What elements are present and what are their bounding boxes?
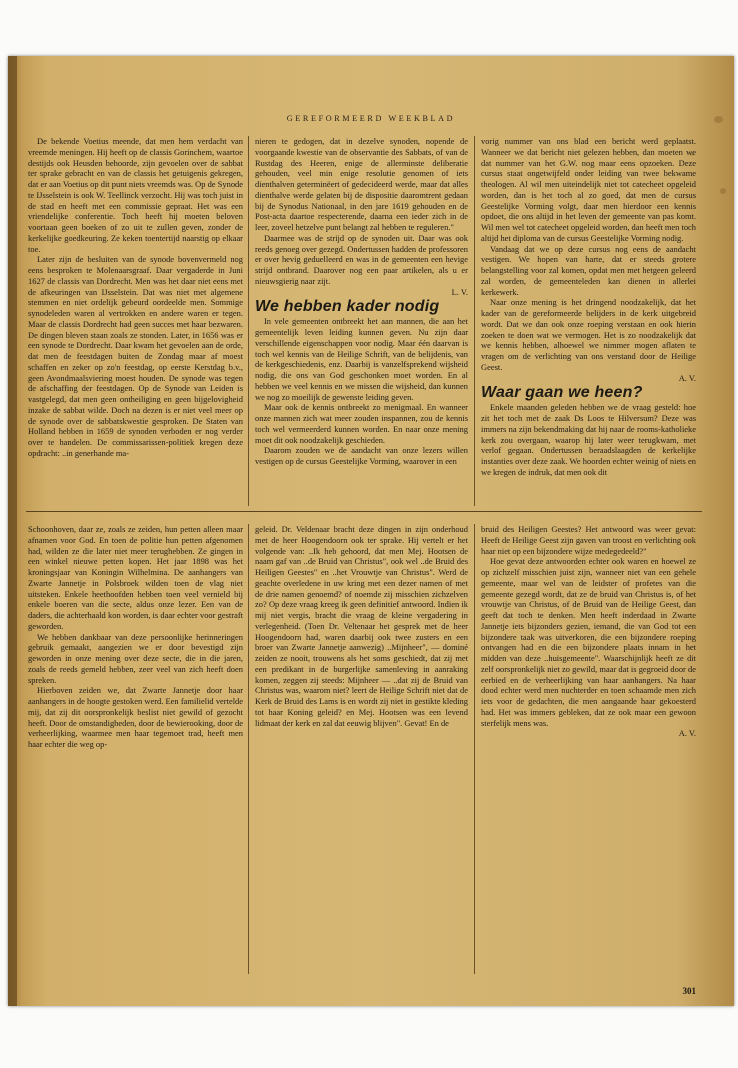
- paragraph: Schoonhoven, daar ze, zoals ze zeiden, hun petten alleen maar afnamen voor God. En toen de politie hun petten afgenomen had, wilden ze die later niet meer terughebben. Ze gingen in een winkel nieuwe petten kopen. Het jaar 1898 was het kroningsjaar van Koningin Wilhelmina. De aanhangers van Zwarte Jannetje in Polsbroek wilden toen de vlag niet uitsteken. Enkele heethoofden hebben toen veel vernield bij enkele boeren van die secte, aldus onze lezer. Een van de daders, die achterhaald kon worden, is daar echter voor gestraft geworden.: [28, 524, 243, 631]
- paragraph: nieren te gedogen, dat in dezelve synoden, nopende de voorgaande kwestie van de observantie des Sabbats, of van de Rustdag des Heeren, enige de allerminste deliberatie gehouden, veel min enige resolutie genomen of iets dienthalven geterminëert of gedecideerd werde, maar dat alles dienthalve werde gelaten bij de dispositie daaromtrent gedaan bij de Synodus Nationaal, in den jare 1619 gehouden en de Post-acta daartoe respecterende, daarna een ieder zich in de leer, zoveel hetzelve punt belangt zal hebben te reguleren.": [255, 136, 468, 232]
- paragraph: vorig nummer van ons blad een bericht werd geplaatst. Wanneer we dat bericht niet gelezen hebben, dan moeten we dat nummer van het G.W. nog maar eens opzoeken. Deze cursus staat ongetwijfeld onder leiding van twee bekwame theologen. Al wil men uiteindelijk niet tot catecheet opgeleid worden, dan is het toch al zo goed, dat men de cursus Geestelijke Vorming volgt, daar men hierdoor een kennis opdoet, die ons altijd in het leven der gemeente van pas komt. Wil men wel tot catecheet opgeleid worden, dan heeft men toch altijd het diploma van de cursus Geestelijke Vorming nodig.: [481, 136, 696, 243]
- column-bottom-right: [481, 524, 696, 739]
- column-top-left: [28, 136, 243, 459]
- column-top-right: [481, 136, 696, 478]
- paragraph: Daarmee was de strijd op de synoden uit. Daar was ook reeds genoeg over gezegd. Ondertussen hadden de professoren er over hevig geduelleerd en was in de gemeenten een hevige strijd ontbrand. Daarover nog een paar artikelen, als u er nieuwsgierig naar zijt.: [255, 232, 468, 286]
- paragraph: Naar onze mening is het dringend noodzakelijk, dat het kader van de gereformeerde belijders in de kerk uitgebreid wordt. Dat we dan ook onze roeping verstaan en ook hierin zoeken te doen wat we vermogen. Het is zo noodzakelijk dat we kennis hebben, alhoewel we nimmer mogen aflaten te vragen om de verlichting van ons verstand door de Heilige Geest.: [481, 297, 696, 372]
- paragraph: Maar ook de kennis ontbreekt zo menigmaal. En wanneer onze mannen zich wat meer zouden inspannen, zou de kennis toch wel vermeerderd kunnen worden. En naar onze mening moet dit ook noodzakelijk geschieden.: [255, 402, 468, 445]
- paper-stain: [720, 188, 726, 194]
- paragraph: In vele gemeenten ontbreekt het aan mannen, die aan het gemeentelijk leven leiding kunnen geven. Nu zijn daar verschillende eigenschappen voor nodig. Maar één daarvan is toch wel kennis van de Heilige Schrift, van de belijdenis, van de kerkgeschiedenis, enz. Daarbij is vanzelfsprekend wijsheid nodig, die ons van God geschonken moet worden. En al hebben we veel kennis en we missen die wijsheid, dan kunnen we nog zo moeilijk de gewenste leiding geven.: [255, 316, 468, 402]
- page-number: 301: [682, 986, 696, 996]
- paragraph: We hebben dankbaar van deze persoonlijke herinneringen gebruik gemaakt, aangezien we er door bevestigd zijn geworden in onze mening over deze secte, die in die jaren, zoals de reeds gemeld hebben, zeer veel van zich heeft doen spreken.: [28, 631, 243, 685]
- column-divider: [248, 524, 249, 974]
- article-title: Waar gaan we heen?: [481, 384, 643, 402]
- paragraph: Later zijn de besluiten van de synode bovenvermeld nog eens besproken te Molenaarsgraaf. Daar vergaderde in Juni 1627 de classis van Dordrecht. Men was het daar niet eens met de afkeuringen van IJsselstein. Dat was niet met algemene stemmen en niet ordelijk gebeurd oordeelde men. Sommige synodeleden waren al vertrokken en andere waren er tegen. Maar de classis Dordrecht had geen succes met haar bezwaren. De dingen bleven staan zoals ze stonden. Later, in 1656 was er een synode te Dordrecht. Daar kwam het gevoelen aan de orde, dat men de feestdagen buiten de Zondag maar af moest schaffen en zeker op zo'n feestdag, op eerste Kerstdag b.v., geen Avondmaalsviering moest houden. De synode was tegen de afschaffing der feestdagen. Op de Synode van Leiden is vastgelegd, dat men geen ontheiliging en geen bijgelovigheid inzake de sabbat wilde. Doch na dezen is er niet veel meer op de synode over de sabbatskwestie gesproken. De Staten van Holland hebben in 1659 de synoden verboden er nog verder over te handelen. De commissarissen-politiek kregen deze opdracht: ..in generhande ma-: [28, 254, 243, 458]
- column-top-middle: [255, 136, 468, 467]
- magazine-page: [8, 56, 734, 1006]
- column-bottom-left: [28, 524, 243, 750]
- paragraph: Daarom zouden we de aandacht van onze lezers willen vestigen op de cursus Geestelijke Vorming, waarover in een: [255, 445, 468, 466]
- running-head: GEREFORMEERD WEEKBLAD: [286, 114, 456, 123]
- column-divider: [474, 136, 475, 506]
- article-title: We hebben kader nodig: [255, 298, 440, 316]
- paragraph: De bekende Voetius meende, dat men hem verdacht van vreemde meningen. Hij heeft op de classis Gorinchem, waartoe destijds ook Heusden behoorde, zijn gevoelen over de sabbat ter sprake gebracht en van de classis het getuigenis gekregen, dat er aan Voetius op dit punt niets vreemds was. Op de Synode te IJsselstein is ook W. Teellinck verzocht. Hij was toch juist in de stad en heeft met een commissie gepraat. Het was een vriendelijke conferentie. Toch heeft hij moeten beloven voortaan geen boeken of zo uit te zullen geven, zonder de kerkelijke goedkeuring. Ze keken toentertijd naarstig op elkaar toe.: [28, 136, 243, 254]
- paragraph: Hierboven zeiden we, dat Zwarte Jannetje door haar aanhangers in de hoogte gestoken werd. Een familielid vertelde mij, dat zij dit oorspronkelijk beslist niet gewild of gezocht heeft. Door de omstandigheden, door de bewierooking, door de verheerlijking, waarmee men haar tegemoet trad, heeft men haar echter die weg op-: [28, 685, 243, 749]
- column-divider: [248, 136, 249, 506]
- paragraph: geleid. Dr. Veldenaar bracht deze dingen in zijn onderhoud met de heer Hoogendoorn ook ter sprake. Hij vertelt er het volgende van: ..Ik heb gehoord, dat men Mej. Hootsen de naam gaf van ..de Bruid van Christus", ook wel ..de Bruid des Heiligen Geestes" en ..het Vrouwtje van Christus". Werd de geachte overledene in uw kring met een dezer namen of met de drie namen genoemd? of noemde zij misschien zichzelven zo? Op deze vraag kreeg ik geen definitief antwoord. Indien ik mij niet vergis, bracht die vraag de kleine vergadering in verlegenheid. (Toen Dr. Veltenaar het gesprek met de heer Hoogendoorn had, waren daarbij ook twee zusters en een broer van Zwarte Jannetje aanwezig) ..Mijnheer", — dominé zeiden ze nooit, trouwens als het soms geschiedt, dat zij met een predikant in de burgerlijke samenleving in aanraking komen, zeggen zij steeds: Mijnheer — ..dat zij de Bruid van Christus was, waarom niet? leert de Heilige Schrift niet dat de Kerk de Bruid des Lams is en wordt zij niet in gestikte kleding tot haar Koning geleid? en Mej. Hootsen was een levend lidmaat der kerk en zal dat eeuwig blijven". Gevat! En de: [255, 524, 468, 728]
- author-signature: L. V.: [451, 286, 468, 297]
- column-bottom-middle: [255, 524, 468, 728]
- paragraph: Hoe gevat deze antwoorden echter ook waren en hoewel ze op zichzelf misschien juist zijn, wanneer niet van een gehele gemeente, maar wel van de leidster of profetes van die gemeente gezegd wordt, dat ze de bruid van Christus is, of het vrouwtje van Christus, of de Bruid van de Heilige Geest, dan geeft dat toch te denken. Men heeft inderdaad in Zwarte Jannetje iets bijzonders gezien, iemand, die van God tot een bijzondere taak was uitverkoren, die een bijzondere roeping ontvangen had en die een bijzondere plaats innam in het midden van deze ..huisgemeente". Waarschijnlijk heeft ze dit zelf oorspronkelijk niet zo gewild, maar dat is gegroeid door de eerbied en de verheerlijking van haar aanhangers. Na haar dood echter werd men nuchterder en toen schaamde men zich iets voor de gedachten, die men aangaande haar gekoesterd had. Het was immers gebleken, dat ze ook maar een gewoon sterfelijk mens was.: [481, 556, 696, 728]
- paragraph: Vandaag dat we op deze cursus nog eens de aandacht vestigen. We hopen van harte, dat er steeds grotere belangstelling voor zal komen, opdat men met hetgeen geleerd zal worden, de gemeenteleden kan dienen in allerlei kerkewerk.: [481, 243, 696, 297]
- author-signature: A. V.: [678, 372, 696, 383]
- paragraph: Enkele maanden geleden hebben we de vraag gesteld: hoe zit het toch met de zaak Ds Loos te Hilversum? Deze was immers na zijn bekendmaking dat hij naar de rooms-katholieke kerk zou overgaan, waarop hij later weer terugkwam, met verlof gegaan. Ondertussen beraadslaagden de kerkelijke instanties over deze zaak. We hoorden echter weinig of niets en we kregen de indruk, dat men ook dit: [481, 402, 696, 477]
- section-divider: [26, 511, 702, 512]
- column-divider: [474, 524, 475, 974]
- paragraph: bruid des Heiligen Geestes? Het antwoord was weer gevat: Heeft de Heilige Geest zijn gaven van troost en verlichting ook haar niet op een bijzondere wijze medegedeeld?": [481, 524, 696, 556]
- author-signature: A. V.: [678, 728, 696, 739]
